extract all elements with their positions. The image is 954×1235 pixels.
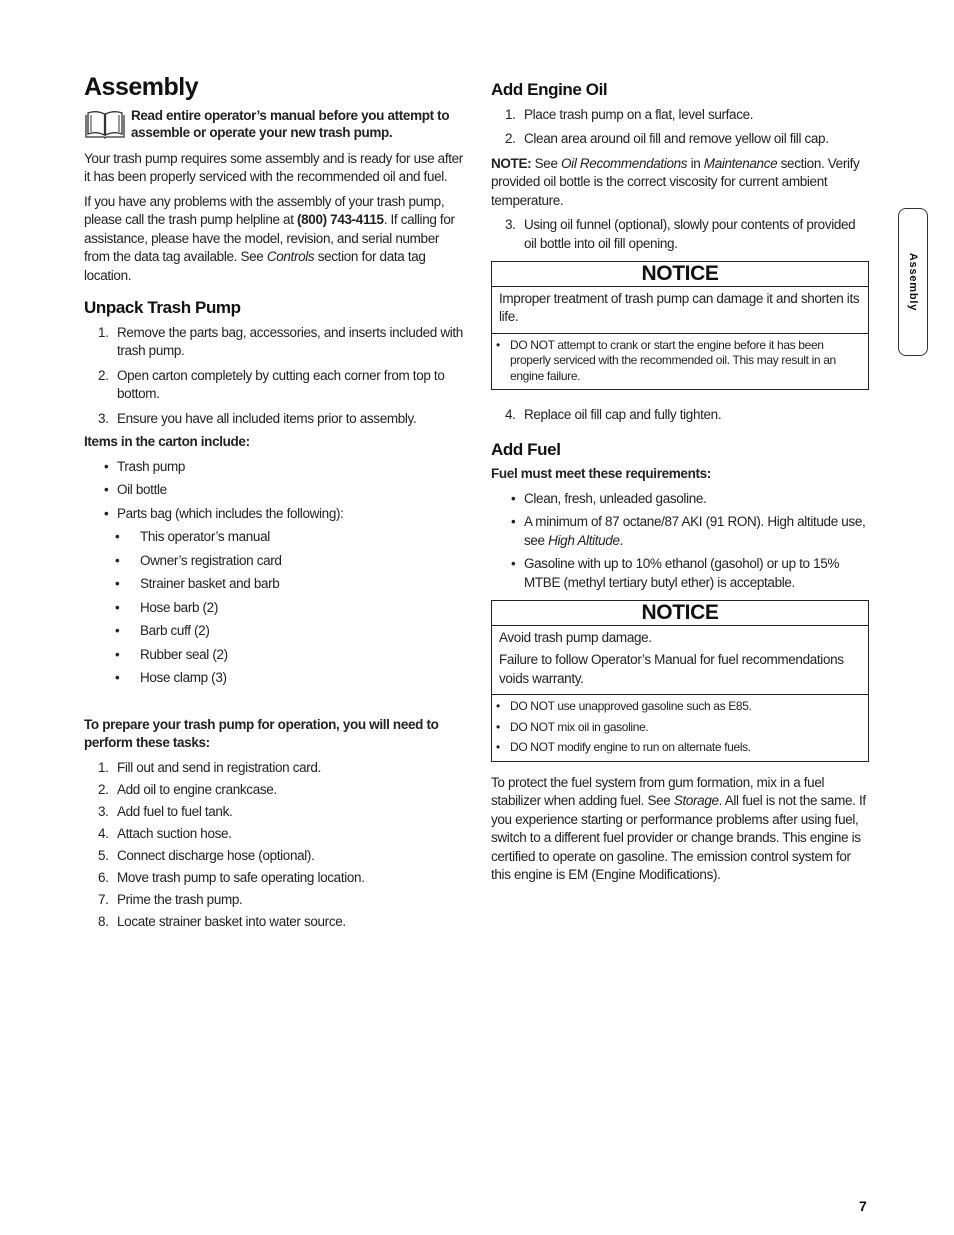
oil-notice-box — [491, 261, 869, 390]
manual-book-icon — [84, 109, 126, 139]
notice-title: NOTICE — [492, 601, 868, 626]
left-column — [84, 73, 464, 935]
bag-item: • Hose clamp (3) — [84, 669, 464, 688]
intro-paragraph: Your trash pump requires some assembly and is ready for use after it has been properly serviced with the recommended oil and fuel. — [84, 150, 463, 184]
carton-item: • Trash pump — [84, 458, 464, 477]
oil-recommendations-reference: Oil Recommendations — [561, 155, 688, 171]
carton-item: • Parts bag (which includes the following): — [84, 505, 464, 524]
fuel-notice-box — [491, 600, 869, 762]
oil-note — [491, 155, 869, 211]
bag-item: • Barb cuff (2) — [84, 622, 464, 641]
bag-item: • Hose barb (2) — [84, 599, 464, 618]
oil-step: 3. Using oil funnel (optional), slowly pour contents of provided oil bottle into oil fill opening. — [505, 217, 856, 251]
fuel-stabilizer-paragraph: To protect the fuel system from gum formation, mix in a fuel stabilizer when adding fuel. See Storage. All fuel is not the same. If you experience starting or performance problems after using fuel, switch to a different fuel provider or change brands. This engine is certified to operate on gasoline. The emission control system for this engine is EM (Engine Modifications). — [491, 774, 866, 882]
helpline-text-2: . If calling for assistance, please have the model, revision, and serial number from the data tag available. See — [84, 212, 455, 264]
prepare-label: To prepare your trash pump for operation, you will need to perform these tasks: — [84, 716, 439, 750]
oil-steps — [491, 106, 869, 149]
task-item: 3. Add fuel to fuel tank. — [98, 803, 233, 819]
page-title: Assembly — [84, 73, 199, 101]
carton-label: Items in the carton include: — [84, 434, 250, 449]
notice-bullets — [492, 699, 868, 756]
note-label: NOTE: — [491, 155, 532, 171]
notice-text: Failure to follow Operator’s Manual for fuel recommendations voids warranty. — [499, 652, 844, 686]
read-manual-text: Read entire operator’s manual before you attempt to assemble or operate your new trash pump. — [131, 107, 450, 140]
carton-item: • Oil bottle — [84, 481, 464, 500]
parts-bag-items — [84, 528, 464, 688]
section-side-tab[interactable] — [898, 208, 928, 356]
fuel-requirement: • Clean, fresh, unleaded gasoline. — [491, 490, 869, 509]
note-text: See — [531, 155, 562, 171]
task-item: 7. Prime the trash pump. — [98, 891, 243, 907]
notice-title: NOTICE — [492, 262, 868, 287]
page-number: 7 — [859, 1198, 867, 1214]
helpline-paragraph — [84, 193, 464, 286]
storage-reference: Storage — [673, 793, 719, 808]
fuel-requirement: • A minimum of 87 octane/87 AKI (91 RON). High altitude use, see High Altitude. — [491, 513, 869, 550]
unpack-step: 3. Ensure you have all included items prior to assembly. — [98, 410, 417, 426]
bag-item: • Rubber seal (2) — [84, 646, 464, 665]
helpline-text: If you have any problems with the assembly of your trash pump, please call the trash pump helpline at — [84, 193, 445, 227]
notice-text: Avoid trash pump damage. — [499, 629, 652, 645]
bag-item: • Strainer basket and barb — [84, 575, 464, 594]
read-manual-callout — [84, 107, 464, 142]
fuel-requirement: • Gasoline with up to 10% ethanol (gasohol) or up to 15% MTBE (methyl tertiary butyl ether) is acceptable. — [491, 555, 869, 592]
helpline-text-3: section for data tag location. — [84, 249, 426, 283]
note-text-3: section. Verify provided oil bottle is the correct viscosity for current ambient temperature. — [491, 155, 860, 208]
carton-items — [84, 458, 464, 524]
high-altitude-reference: High Altitude — [548, 532, 620, 548]
oil-step: 4. Replace oil fill cap and fully tighten. — [505, 407, 722, 422]
task-item: 4. Attach suction hose. — [98, 825, 232, 841]
add-fuel-heading: Add Fuel — [491, 439, 561, 459]
note-text-2: in — [687, 155, 704, 171]
notice-bullet: • DO NOT mix oil in gasoline. — [492, 720, 868, 736]
notice-body — [492, 626, 868, 696]
fuel-requirements — [491, 490, 869, 593]
unpack-heading: Unpack Trash Pump — [84, 298, 241, 317]
maintenance-reference: Maintenance — [703, 155, 778, 171]
helpline-phone: (800) 743-4115 — [297, 212, 384, 227]
task-item: 8. Locate strainer basket into water source. — [98, 913, 346, 929]
task-item: 5. Connect discharge hose (optional). — [98, 847, 315, 863]
oil-step: 2. Clean area around oil fill and remove yellow oil fill cap. — [505, 131, 829, 146]
unpack-step: 2. Open carton completely by cutting each corner from top to bottom. — [98, 367, 445, 401]
bag-item: • This operator’s manual — [84, 528, 464, 547]
unpack-steps — [84, 324, 464, 429]
oil-steps-continued — [491, 216, 869, 253]
side-tab-label: Assembly — [907, 252, 919, 312]
right-column — [491, 78, 869, 891]
notice-text: Improper treatment of trash pump can damage it and shorten its life. — [499, 290, 860, 324]
fuel-requirements-label: Fuel must meet these requirements: — [491, 466, 711, 481]
oil-steps-final — [491, 406, 869, 425]
notice-bullets — [492, 338, 868, 385]
unpack-step: 1. Remove the parts bag, accessories, and inserts included with trash pump. — [98, 324, 463, 358]
bag-item: • Owner’s registration card — [84, 552, 464, 571]
oil-step: 1. Place trash pump on a flat, level surface. — [505, 106, 754, 122]
task-item: 2. Add oil to engine crankcase. — [98, 781, 277, 797]
preparation-tasks — [84, 759, 464, 932]
notice-body — [492, 287, 868, 334]
task-item: 1. Fill out and send in registration card. — [98, 759, 321, 775]
controls-reference: Controls — [266, 249, 315, 264]
notice-bullet: • DO NOT attempt to crank or start the engine before it has been properly serviced with the recommended oil. This may result in an engine failure. — [492, 338, 868, 385]
add-oil-heading: Add Engine Oil — [491, 80, 608, 99]
task-item: 6. Move trash pump to safe operating location. — [98, 869, 365, 885]
notice-bullet: • DO NOT modify engine to run on alternate fuels. — [492, 740, 868, 756]
notice-bullet: • DO NOT use unapproved gasoline such as E85. — [492, 699, 868, 715]
